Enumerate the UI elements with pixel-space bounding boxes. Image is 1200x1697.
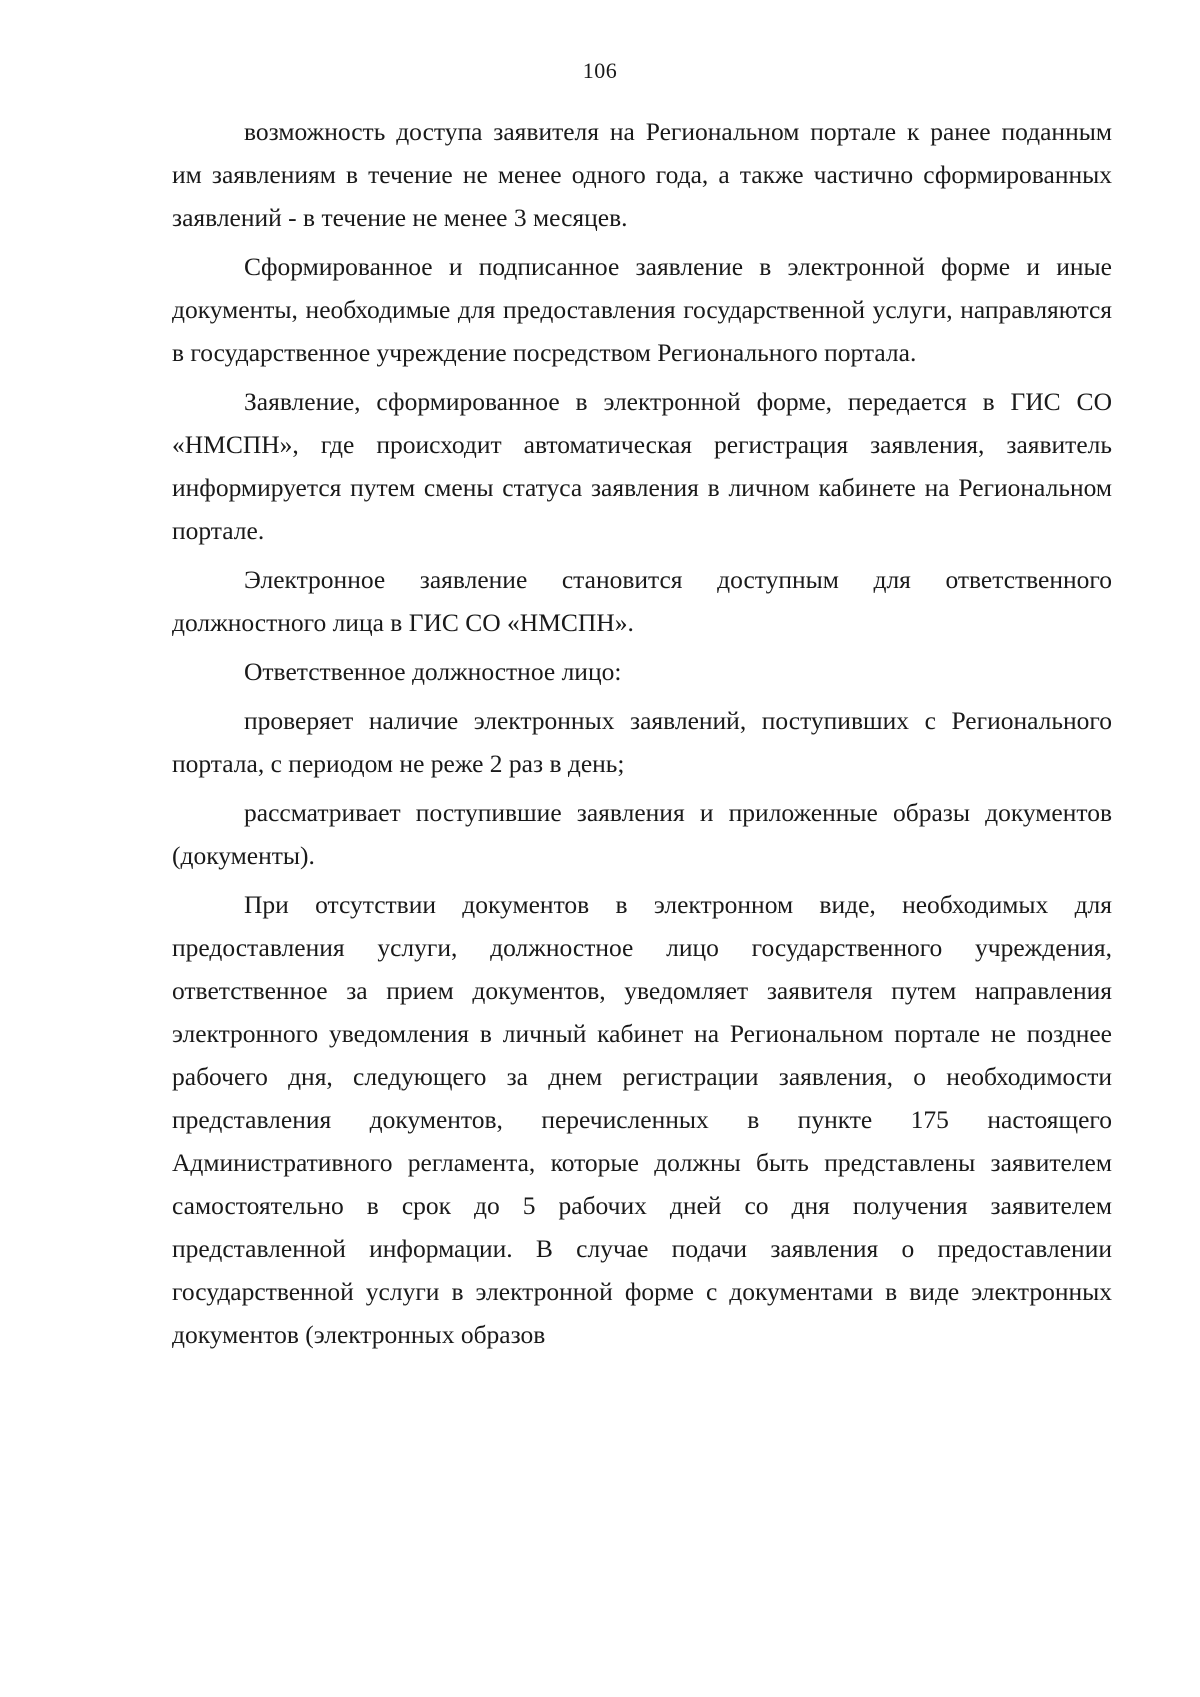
paragraph-missing-documents: При отсутствии документов в электронном виде, необходимых для предоставления услуги, должностное лицо государственного учреждения, ответственное за прием документов, уведомляет заявителя путем направления электронного уведомления в личный кабинет на Региональном портале не позднее рабочего дня, следующего за днем регистрации заявления, о необходимости представления документов, перечисленных в пункте 175 настоящего Административного регламента, которые должны быть представлены заявителем самостоятельно в срок до 5 рабочих дней со дня получения заявителем представленной информации. В случае подачи заявления о предоставлении государственной услуги в электронной форме с документами в виде электронных документов (электронных образов [172,890,1112,1349]
paragraph-responsible-official: Ответственное должностное лицо: [244,657,622,686]
paragraph-signed-application: Сформированное и подписанное заявление в электронной форме и иные документы, необходимые для предоставления государственной услуги, направляются в государственное учреждение посредством Регионального портала. [172,252,1112,367]
paragraph-reviews: рассматривает поступившие заявления и приложенные образы документов (документы). [172,798,1112,870]
page-number: 106 [582,58,618,83]
paragraph-registration: Заявление, сформированное в электронной форме, передается в ГИС СО «НМСПН», где происходит автоматическая регистрация заявления, заявитель информируется путем смены статуса заявления в личном кабинете на Региональном портале. [172,387,1112,545]
paragraph-checks: проверяет наличие электронных заявлений, поступивших с Регионального портала, с периодом не реже 2 раз в день; [172,706,1112,778]
paragraph-continuation: возможность доступа заявителя на Региональном портале к ранее поданным им заявлениям в течение не менее одного года, а также частично сформированных заявлений - в течение не менее 3 месяцев. [172,117,1112,232]
document-body [172,110,1112,1362]
paragraph-availability: Электронное заявление становится доступным для ответственного должностного лица в ГИС СО «НМСПН». [172,565,1112,637]
